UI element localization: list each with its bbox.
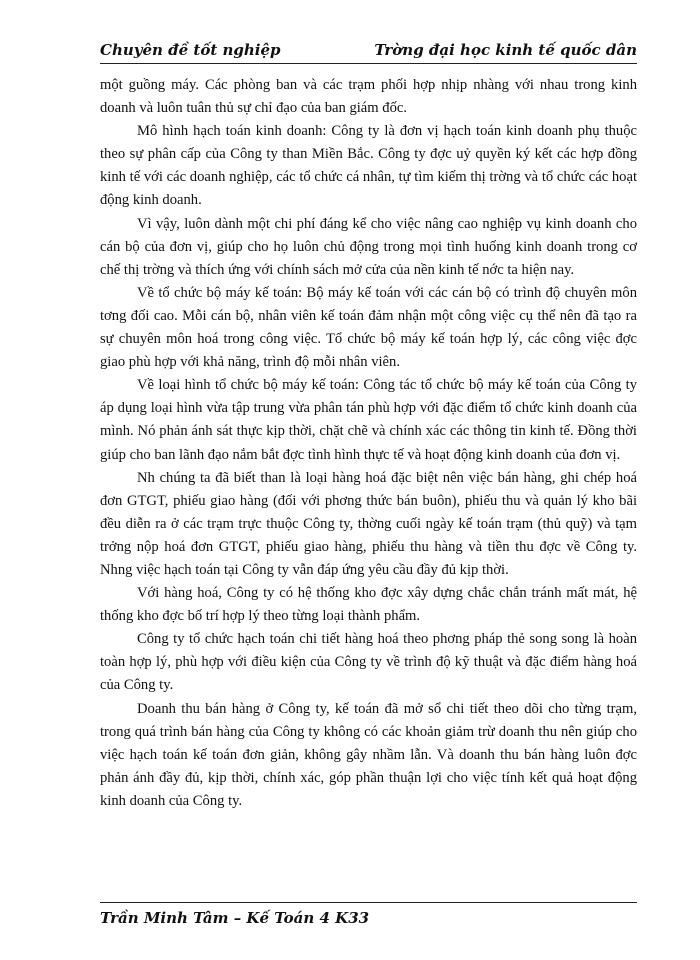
- paragraph: Công ty tổ chức hạch toán chi tiết hàng hoá theo phơng pháp thẻ song song là hoàn toàn hợp lý, phù hợp với điều kiện của Công ty về trình độ kỹ thuật và đặc điểm hàng hoá của Công ty.: [100, 631, 637, 694]
- paragraph: Vì vậy, luôn dành một chi phí đáng kể cho việc nâng cao nghiệp vụ kinh doanh cho cán bộ của đơn vị, giúp cho họ luôn chủ động trong mọi tình huống kinh doanh trong cơ chế thị trờng và thích ứng với chính sách mở cửa của nền kinh tế nớc ta hiện nay.: [100, 215, 637, 278]
- header-title-right: Trờng đại học kinh tế quốc dân: [374, 41, 637, 59]
- paragraph: Về tổ chức bộ máy kế toán: Bộ máy kế toán với các cán bộ có trình độ chuyên môn tơng đối cao. Mỗi cán bộ, nhân viên kế toán đảm nhận một công việc cụ thể nên đã tạo ra sự chuyên môn hoá trong công việc. Tổ chức bộ máy kế toán hợp lý, các công việc đợc giao phù hợp với khả năng, trình độ mỗi nhân viên.: [100, 284, 637, 371]
- paragraph: Doanh thu bán hàng ở Công ty, kế toán đã mở sổ chi tiết theo dõi cho từng trạm, trong quá trình bán hàng của Công ty không có các khoản giảm trừ doanh thu nên giúp cho việc hạch toán kế toán đơn giản, không gây nhầm lẫn. Và doanh thu bán hàng luôn đợc phản ánh đầy đủ, kịp thời, chính xác, góp phần thuận lợi cho việc tính kết quả hoạt động kinh doanh của Công ty.: [100, 700, 637, 809]
- paragraph: Với hàng hoá, Công ty có hệ thống kho đợc xây dựng chắc chắn tránh mất mát, hệ thống kho đợc bố trí hợp lý theo từng loại thành phẩm.: [100, 585, 637, 625]
- footer-author: Trần Minh Tâm – Kế Toán 4 K33: [100, 909, 370, 927]
- document-body: [100, 74, 637, 813]
- paragraph: Về loại hình tổ chức bộ máy kế toán: Công tác tổ chức bộ máy kế toán của Công ty áp dụng loại hình vừa tập trung vừa phân tán phù hợp với đặc điểm tổ chức kinh doanh của mình. Nó phản ánh sát thực kịp thời, chặt chẽ và chính xác các thông tin kinh tế. Đồng thời giúp cho ban lãnh đạo nắm bắt đợc tình hình thực tế và hoạt động kinh doanh của đơn vị.: [100, 377, 637, 463]
- header-title-left: Chuyên đề tốt nghiệp: [100, 41, 281, 59]
- paragraph: Mô hình hạch toán kinh doanh: Công ty là đơn vị hạch toán kinh doanh phụ thuộc theo sự phân cấp của Công ty than Miền Bắc. Công ty đợc uỷ quyền ký kết các hợp đồng kinh tế với các doanh nghiệp, các tổ chức cá nhân, tự tìm kiếm thị trờng và tổ chức các hoạt động kinh doanh.: [100, 123, 637, 209]
- paragraph: Nh chúng ta đã biết than là loại hàng hoá đặc biệt nên việc bán hàng, ghi chép hoá đơn GTGT, phiếu giao hàng (đối với phơng thức bán buôn), phiếu thu và quản lý kho bãi đều diễn ra ở các trạm trực thuộc Công ty, thờng cuối ngày kế toán trạm (thủ quỹ) và tạm trởng nộp hoá đơn GTGT, phiếu giao hàng, phiếu thu hàng và tiền thu đợc về Công ty. Nhng việc hạch toán tại Công ty vẫn đáp ứng yêu cầu đầy đủ kịp thời.: [100, 469, 637, 578]
- page-footer: [100, 902, 637, 929]
- page-header: [100, 39, 637, 64]
- paragraph: một guồng máy. Các phòng ban và các trạm phối hợp nhịp nhàng với nhau trong kinh doanh và luôn tuân thủ sự chỉ đạo của ban giám đốc.: [100, 77, 637, 117]
